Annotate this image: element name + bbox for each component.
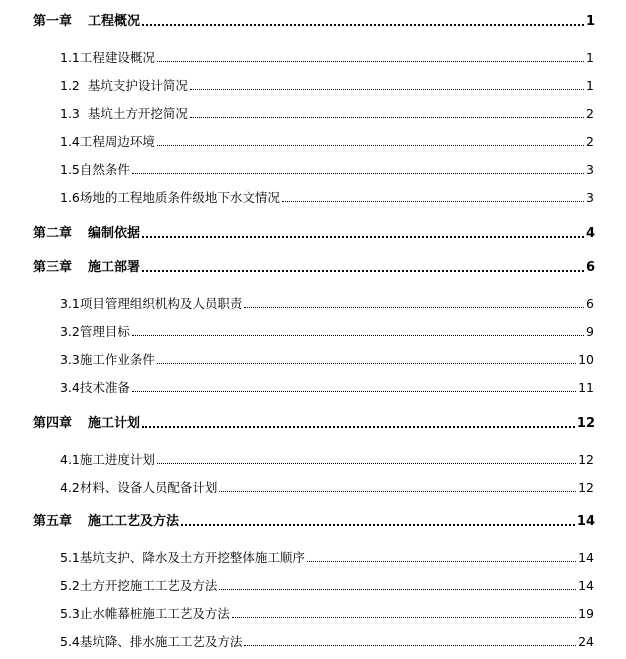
page-number: 2 (586, 134, 594, 149)
page-number: 2 (586, 106, 594, 121)
page-number: 1 (586, 50, 594, 65)
page-number: 12 (578, 480, 594, 495)
entry-title: 施工作业条件 (79, 352, 155, 367)
entry-title: 材料、设备人员配备计划 (79, 480, 218, 495)
section-number: 3.3 (60, 352, 80, 367)
dot-leader (132, 391, 576, 392)
page-number: 12 (576, 416, 595, 431)
toc-entry-section-1-6[interactable] (60, 190, 594, 206)
page-number: 6 (585, 260, 595, 275)
chapter-number: 第三章 (33, 260, 73, 275)
section-number: 5.1 (60, 550, 80, 565)
section-number: 1.1 (60, 50, 80, 65)
section-number: 4.1 (60, 452, 80, 467)
entry-title: 管理目标 (79, 324, 130, 339)
toc-entry-chapter-4[interactable] (33, 416, 595, 432)
entry-title: 基坑支护设计简况 (87, 78, 188, 93)
toc-entry-section-3-4[interactable] (60, 380, 594, 396)
dot-leader (181, 524, 575, 526)
toc-entry-section-1-4[interactable] (60, 134, 594, 150)
toc-entry-section-5-4[interactable] (60, 634, 594, 650)
toc-entry-section-4-1[interactable] (60, 452, 594, 468)
dot-leader (142, 24, 584, 26)
toc-entry-section-4-2[interactable] (60, 480, 594, 496)
dot-leader (157, 145, 584, 146)
section-number: 1.4 (60, 134, 80, 149)
page-number: 6 (586, 296, 594, 311)
entry-title: 工程建设概况 (79, 50, 155, 65)
dot-leader (142, 270, 584, 272)
toc-entry-chapter-2[interactable] (33, 226, 595, 242)
entry-title: 项目管理组织机构及人员职责 (79, 296, 243, 311)
page-number: 24 (578, 634, 594, 649)
section-number: 5.2 (60, 578, 80, 593)
page-number: 14 (578, 578, 594, 593)
toc-entry-section-1-1[interactable] (60, 50, 594, 66)
toc-entry-section-5-3[interactable] (60, 606, 594, 622)
chapter-number: 第四章 (33, 416, 73, 431)
entry-title: 自然条件 (79, 162, 130, 177)
chapter-number: 第五章 (33, 514, 73, 529)
entry-title: 编制依据 (88, 226, 141, 241)
toc-entry-section-1-5[interactable] (60, 162, 594, 178)
entry-title: 施工部署 (88, 260, 141, 275)
page-number: 9 (586, 324, 594, 339)
page-number: 11 (578, 380, 594, 395)
entry-title: 施工计划 (88, 416, 141, 431)
entry-title: 工程概况 (88, 14, 141, 29)
toc-entry-chapter-1[interactable] (33, 14, 595, 30)
dot-leader (157, 363, 576, 364)
entry-title: 基坑土方开挖简况 (87, 106, 188, 121)
dot-leader (190, 117, 584, 118)
toc-entry-section-5-2[interactable] (60, 578, 594, 594)
dot-leader (219, 491, 576, 492)
section-number: 1.5 (60, 162, 80, 177)
toc-entry-section-1-3[interactable] (60, 106, 594, 122)
section-number: 1.6 (60, 190, 80, 205)
page-number: 19 (578, 606, 594, 621)
toc-entry-chapter-3[interactable] (33, 260, 595, 276)
chapter-number: 第一章 (33, 14, 73, 29)
page-number: 4 (585, 226, 595, 241)
section-number: 1.3 (60, 106, 80, 121)
toc-entry-chapter-5[interactable] (33, 514, 595, 530)
section-number: 4.2 (60, 480, 80, 495)
toc-entry-section-3-3[interactable] (60, 352, 594, 368)
section-number: 5.4 (60, 634, 80, 649)
section-number: 3.4 (60, 380, 80, 395)
dot-leader (142, 426, 575, 428)
dot-leader (232, 617, 576, 618)
page-number: 1 (585, 14, 595, 29)
page-number: 1 (586, 78, 594, 93)
dot-leader (132, 173, 584, 174)
entry-title: 土方开挖施工工艺及方法 (79, 578, 218, 593)
dot-leader (190, 89, 584, 90)
section-number: 3.2 (60, 324, 80, 339)
entry-title: 施工进度计划 (79, 452, 155, 467)
entry-title: 基坑降、排水施工工艺及方法 (79, 634, 243, 649)
page-number: 12 (578, 452, 594, 467)
section-number: 1.2 (60, 78, 80, 93)
dot-leader (307, 561, 576, 562)
dot-leader (132, 335, 584, 336)
page-number: 3 (586, 162, 594, 177)
dot-leader (219, 589, 576, 590)
page-number: 14 (578, 550, 594, 565)
entry-title: 施工工艺及方法 (88, 514, 180, 529)
section-number: 3.1 (60, 296, 80, 311)
dot-leader (157, 61, 584, 62)
toc-entry-section-3-2[interactable] (60, 324, 594, 340)
dot-leader (157, 463, 576, 464)
toc-entry-section-3-1[interactable] (60, 296, 594, 312)
toc-entry-section-1-2[interactable] (60, 78, 594, 94)
page-number: 3 (586, 190, 594, 205)
chapter-number: 第二章 (33, 226, 73, 241)
entry-title: 工程周边环境 (79, 134, 155, 149)
dot-leader (282, 201, 584, 202)
dot-leader (244, 307, 584, 308)
entry-title: 场地的工程地质条件级地下水文情况 (79, 190, 280, 205)
section-number: 5.3 (60, 606, 80, 621)
page-number: 14 (576, 514, 595, 529)
entry-title: 止水帷幕桩施工工艺及方法 (79, 606, 230, 621)
dot-leader (142, 236, 584, 238)
entry-title: 基坑支护、降水及土方开挖整体施工顺序 (79, 550, 305, 565)
page-number: 10 (578, 352, 594, 367)
toc-entry-section-5-1[interactable] (60, 550, 594, 566)
entry-title: 技术准备 (79, 380, 130, 395)
dot-leader (244, 645, 576, 646)
